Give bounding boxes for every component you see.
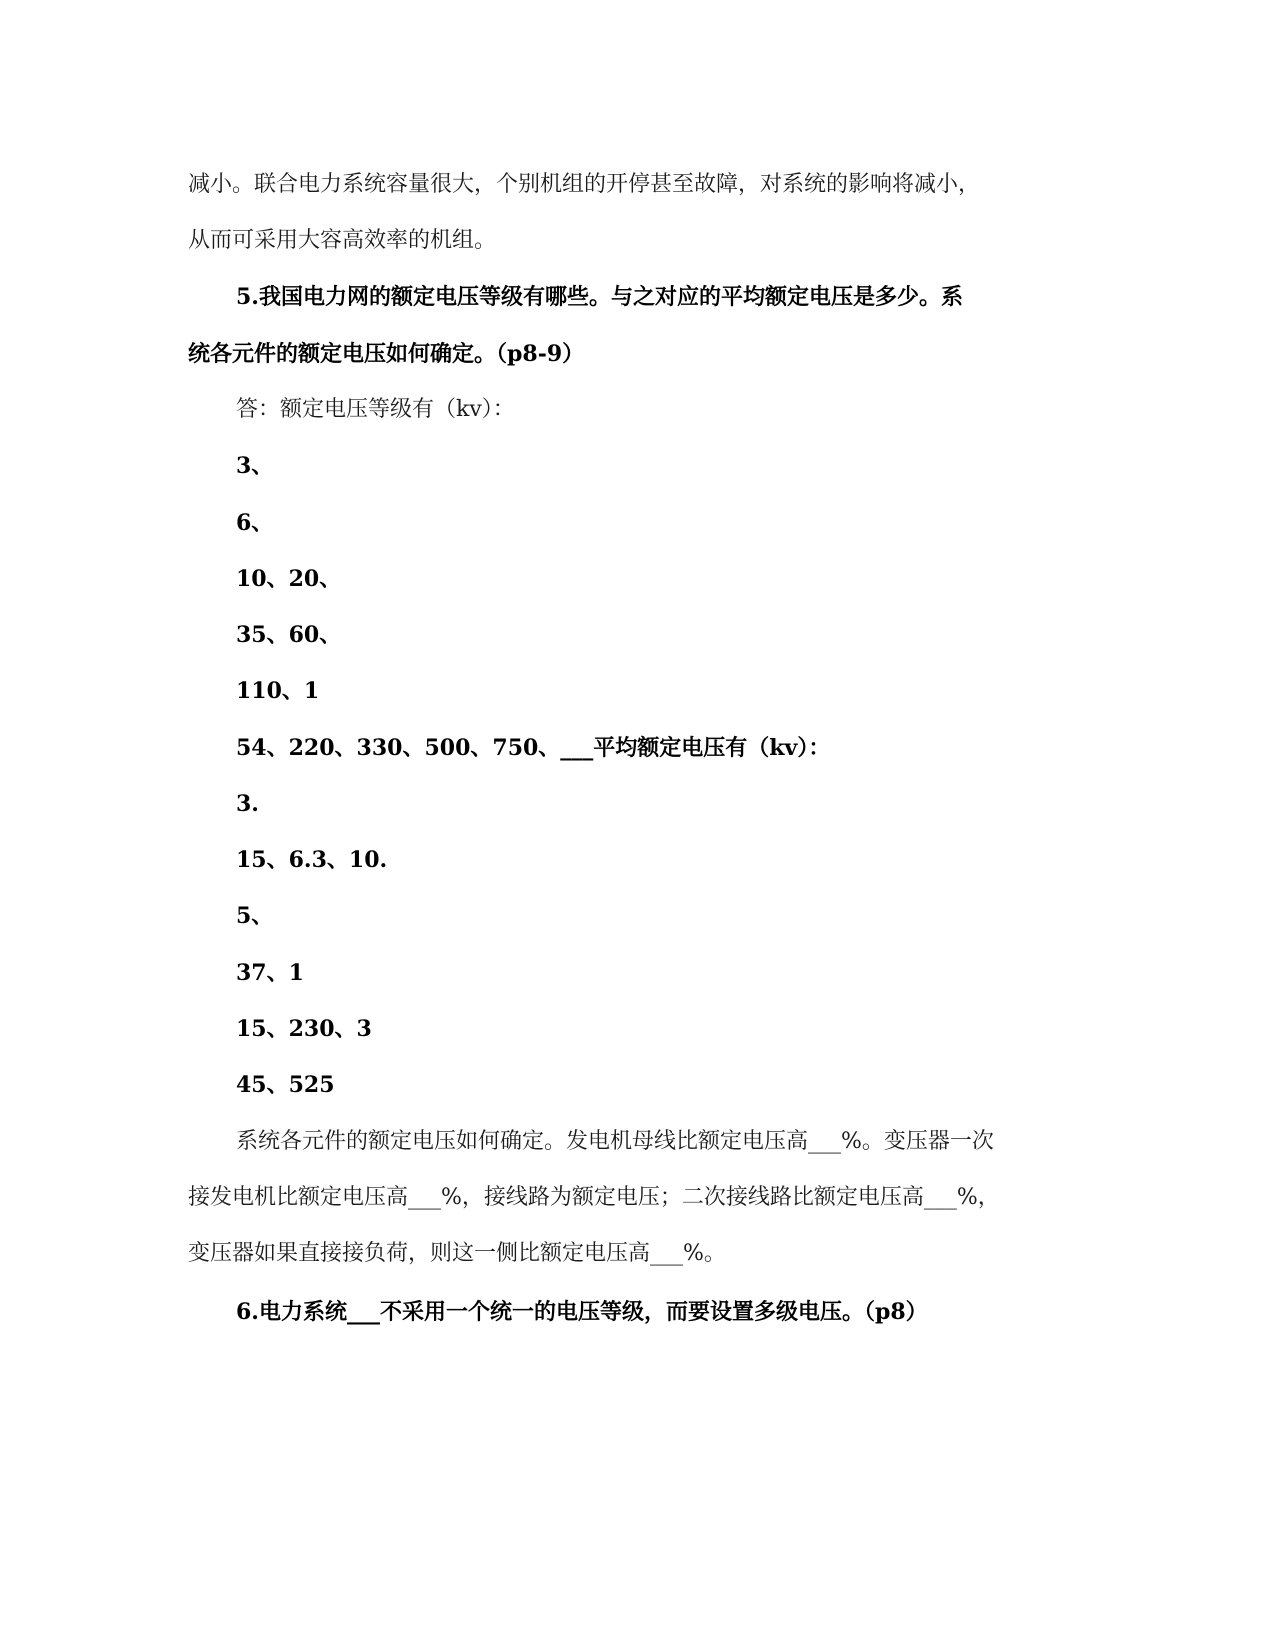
average-level-item: 5、 [236, 903, 274, 929]
element-voltage-line-3: 变压器如果直接接负荷，则这一侧比额定电压高___%。 [188, 1241, 726, 1266]
rated-level-item: 110、1 [236, 678, 320, 704]
average-level-item: 45、525 [236, 1072, 335, 1098]
element-voltage-line-1: 系统各元件的额定电压如何确定。发电机母线比额定电压高___%。变压器一次 [236, 1129, 994, 1154]
average-level-item: 15、6.3、10. [236, 847, 388, 873]
rated-level-item: 6、 [236, 510, 274, 536]
answer-5-intro: 答：额定电压等级有（kv）： [236, 397, 515, 422]
question-5-line-1: 5.我国电力网的额定电压等级有哪些。与之对应的平均额定电压是多少。系 [236, 284, 963, 310]
intro-paragraph-line-1: 减小。联合电力系统容量很大，个别机组的开停甚至故障，对系统的影响将减小， [188, 172, 981, 197]
question-5-line-2: 统各元件的额定电压如何确定。（p8-9） [188, 341, 585, 367]
rated-level-item: 10、20、 [236, 566, 342, 592]
average-level-item: 3. [236, 791, 259, 817]
rated-level-item: 3、 [236, 453, 274, 479]
average-level-item: 37、1 [236, 960, 304, 986]
question-6-line-1: 6.电力系统___不采用一个统一的电压等级，而要设置多级电压。（p8） [236, 1299, 928, 1325]
intro-paragraph-line-2: 从而可采用大容高效率的机组。 [188, 228, 497, 253]
rated-level-item: 35、60、 [236, 622, 342, 648]
rated-levels-continuation: 54、220、330、500、750、___平均额定电压有（kv）： [236, 735, 831, 761]
element-voltage-line-2: 接发电机比额定电压高___%，接线路为额定电压；二次接线路比额定电压高___%， [188, 1185, 1000, 1210]
average-level-item: 15、230、3 [236, 1016, 372, 1042]
